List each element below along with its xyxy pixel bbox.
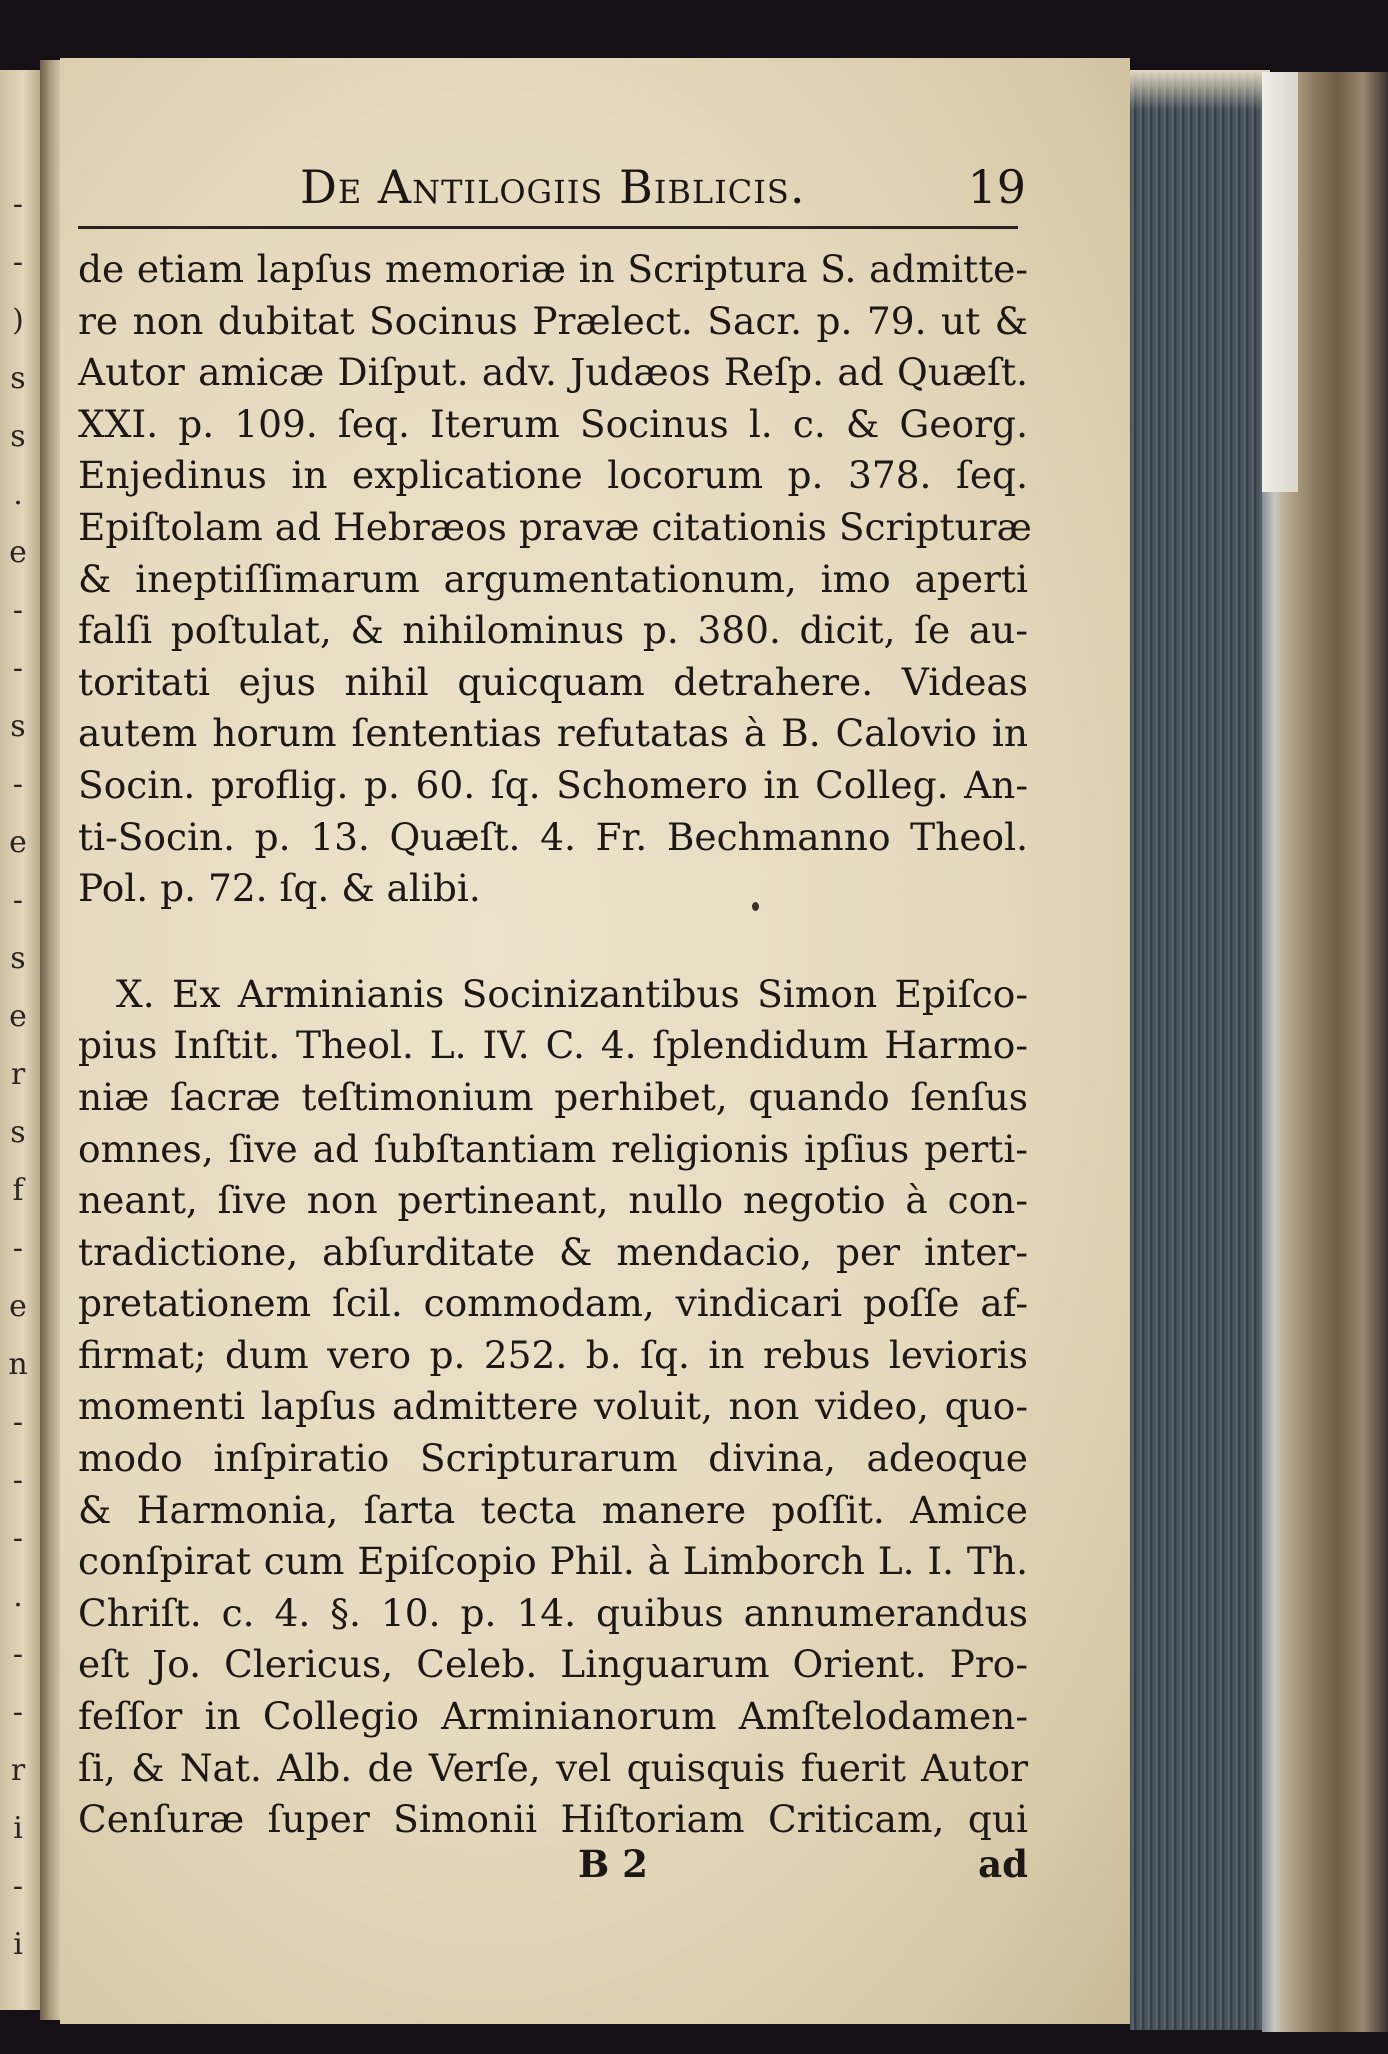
facing-page-char: - (12, 1231, 24, 1266)
text-line: falſi poſtulat, & nihilominus p. 380. dicit, ſe au- (78, 608, 1028, 653)
facing-page-edge (0, 70, 40, 2010)
text-line: feſſor in Collegio Arminianorum Amſtelodamen- (78, 1694, 1028, 1739)
facing-page-char: - (12, 1637, 24, 1672)
paragraph-1 (78, 244, 1032, 915)
facing-page-char: - (12, 1405, 24, 1440)
text-line: Epiſtolam ad Hebræos pravæ citationis Scripturæ (78, 504, 1032, 549)
facing-page-char: f (12, 1173, 24, 1208)
text-line: Cenſuræ ſuper Simonii Hiſtoriam Criticam, qui (78, 1797, 1028, 1842)
facing-page-char: - (12, 883, 24, 918)
facing-page-char: - (12, 651, 24, 686)
facing-page-char: . (13, 477, 23, 512)
page-edges-highlight (1130, 70, 1270, 110)
facing-page-char: - (12, 187, 24, 222)
facing-page-char: r (10, 1057, 26, 1092)
text-line: ti-Socin. p. 13. Quæſt. 4. Fr. Bechmanno Theol. (78, 814, 1028, 859)
text-line: Pol. p. 72. ſq. & alibi. (78, 866, 481, 911)
facing-page-char: r (10, 1753, 26, 1788)
facing-page-char: ) (12, 303, 24, 338)
text-line: & ineptiſſimarum argumentationum, imo aperti (78, 556, 1028, 601)
text-line: autem horum ſententias refutatas à B. Calovio in (78, 711, 1028, 756)
facing-page-char: e (9, 999, 27, 1034)
facing-page-char: - (12, 1463, 24, 1498)
facing-page-char: s (10, 361, 26, 396)
text-line: neant, ſive non pertineant, nullo negotio à con- (78, 1178, 1028, 1223)
text-line: conſpirat cum Epiſcopio Phil. à Limborch L. I. Th. (78, 1539, 1028, 1584)
book-gutter (40, 60, 62, 2020)
text-line: firmat; dum vero p. 252. b. ſq. in rebus levioris (78, 1332, 1028, 1377)
text-line: de etiam lapſus memoriæ in Scriptura S. admitte- (78, 247, 1028, 291)
catchword: ad (978, 1842, 1028, 1886)
facing-page-char: i (13, 1811, 23, 1846)
text-line: Socin. proflig. p. 60. ſq. Schomero in Colleg. An- (78, 762, 1028, 807)
text-line: ſi, & Nat. Alb. de Verſe, vel quisquis fuerit Autor (78, 1745, 1028, 1790)
running-title: De Antilogiis Biblicis. (300, 160, 806, 214)
text-line: X. Ex Arminianis Socinizantibus Simon Epiſco- (116, 971, 1028, 1016)
text-line: modo inſpiratio Scripturarum divina, adeoque (78, 1436, 1028, 1481)
text-line: Enjedinus in explicatione locorum p. 378. ſeq. (78, 453, 1028, 498)
facing-page-char: s (10, 709, 26, 744)
facing-page-char: i (13, 1927, 23, 1962)
text-line: omnes, ſive ad ſubſtantiam religionis ipſius perti- (78, 1126, 1028, 1171)
paragraph-gap (78, 915, 1028, 969)
facing-page-char: - (12, 1521, 24, 1556)
page-edges (1130, 70, 1270, 2030)
running-head (300, 160, 1060, 220)
cover-paper-edge (1262, 72, 1298, 492)
paragraph-2 (78, 969, 1028, 1846)
facing-page-char: e (9, 1289, 27, 1324)
facing-page-char: s (10, 1115, 26, 1150)
facing-page-char: s (10, 941, 26, 976)
text-line: & Harmonia, ſarta tecta manere poſſit. Amice (78, 1487, 1028, 1532)
text-line: Chriſt. c. 4. §. 10. p. 14. quibus annumerandus (78, 1590, 1028, 1635)
text-line: toritati ejus nihil quicquam detrahere. Videas (78, 659, 1028, 704)
text-line: XXI. p. 109. ſeq. Iterum Socinus l. c. & Georg. (78, 401, 1028, 446)
text-line: pius Inſtit. Theol. L. IV. C. 4. ſplendidum Harmo- (78, 1023, 1028, 1068)
page-footer (78, 1842, 1028, 1892)
facing-page-char: e (9, 535, 27, 570)
text-line: niæ ſacræ teſtimonium perhibet, quando ſenſus (78, 1074, 1028, 1119)
page-number: 19 (967, 160, 1026, 214)
facing-page-char: - (12, 593, 24, 628)
signature-mark: B 2 (578, 1842, 648, 1886)
header-rule (78, 226, 1018, 229)
text-line: momenti lapſus admittere voluit, non video, quo- (78, 1384, 1028, 1429)
facing-page-char: n (8, 1347, 28, 1382)
facing-page-char: - (12, 1869, 24, 1904)
text-line: pretationem ſcil. commodam, vindicari poſſe af- (78, 1281, 1028, 1326)
facing-page-char: - (12, 1695, 24, 1730)
text-line: tradictione, abſurditate & mendacio, per inter- (78, 1229, 1028, 1274)
facing-page-char: . (13, 1579, 23, 1614)
facing-page-char: e (9, 825, 27, 860)
facing-page-char: - (12, 767, 24, 802)
text-line: Autor amicæ Diſput. adv. Judæos Reſp. ad Quæſt. (78, 350, 1028, 395)
facing-page-char: s (10, 419, 26, 454)
text-line: re non dubitat Socinus Prælect. Sacr. p. 79. ut & (78, 298, 1028, 343)
text-line: eſt Jo. Clericus, Celeb. Linguarum Orient. Pro- (78, 1642, 1028, 1687)
body-text (78, 244, 1032, 1846)
facing-page-char: - (12, 245, 24, 280)
ink-speck (752, 902, 759, 911)
